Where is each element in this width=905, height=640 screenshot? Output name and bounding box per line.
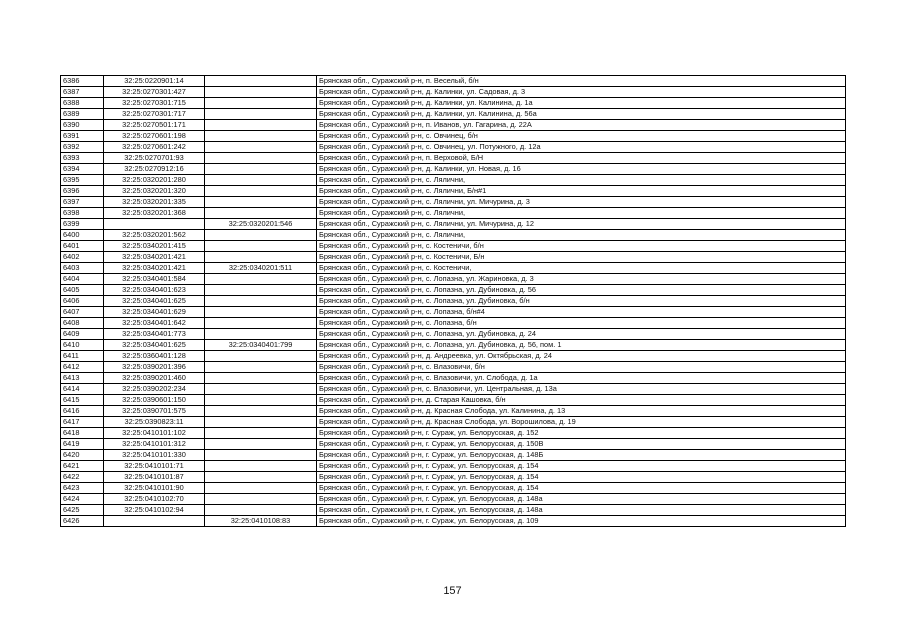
table-row [61,274,846,285]
table-row [61,494,846,505]
row-number-cell: 6418 [61,428,104,439]
row-number-cell: 6414 [61,384,104,395]
row-number-cell: 6395 [61,175,104,186]
cadastral-number-cell: 32:25:0270601:198 [104,131,205,142]
cadastral-number-cell: 32:25:0410102:94 [104,505,205,516]
linked-cadastral-number-cell [205,230,317,241]
address-cell: Брянская обл., Суражский р-н, с. Лопазна, ул. Дубиновка, д. 24 [317,329,846,340]
linked-cadastral-number-cell [205,153,317,164]
table-row [61,483,846,494]
row-number-cell: 6403 [61,263,104,274]
cadastral-number-cell: 32:25:0320201:320 [104,186,205,197]
cadastral-number-cell: 32:25:0220901:14 [104,76,205,87]
address-cell: Брянская обл., Суражский р-н, г. Сураж, ул. Белорусская, д. 154 [317,461,846,472]
cadastral-number-cell: 32:25:0390201:460 [104,373,205,384]
linked-cadastral-number-cell [205,461,317,472]
address-cell: Брянская обл., Суражский р-н, г. Сураж, ул. Белорусская, д. 109 [317,516,846,527]
table-row [61,87,846,98]
address-cell: Брянская обл., Суражский р-н, с. Лялични, [317,175,846,186]
cadastral-number-cell: 32:25:0340401:629 [104,307,205,318]
cadastral-number-cell: 32:25:0270501:171 [104,120,205,131]
address-cell: Брянская обл., Суражский р-н, д. Красная Слобода, ул. Калинина, д. 13 [317,406,846,417]
row-number-cell: 6397 [61,197,104,208]
table-row [61,461,846,472]
linked-cadastral-number-cell [205,505,317,516]
cadastral-number-cell: 32:25:0390201:396 [104,362,205,373]
address-cell: Брянская обл., Суражский р-н, с. Овчинец, б/н [317,131,846,142]
row-number-cell: 6419 [61,439,104,450]
linked-cadastral-number-cell [205,362,317,373]
address-cell: Брянская обл., Суражский р-н, с. Лопазна, ул. Дубиновка, б/н [317,296,846,307]
cadastral-number-cell: 32:25:0410101:330 [104,450,205,461]
linked-cadastral-number-cell [205,450,317,461]
linked-cadastral-number-cell [205,494,317,505]
row-number-cell: 6387 [61,87,104,98]
table-row [61,406,846,417]
table-row [61,329,846,340]
registry-table [60,75,846,527]
row-number-cell: 6407 [61,307,104,318]
linked-cadastral-number-cell [205,142,317,153]
linked-cadastral-number-cell [205,384,317,395]
linked-cadastral-number-cell [205,87,317,98]
linked-cadastral-number-cell [205,197,317,208]
table-row [61,384,846,395]
address-cell: Брянская обл., Суражский р-н, п. Веселый, б/н [317,76,846,87]
row-number-cell: 6413 [61,373,104,384]
table-row [61,219,846,230]
row-number-cell: 6393 [61,153,104,164]
table-row [61,98,846,109]
cadastral-number-cell: 32:25:0340201:415 [104,241,205,252]
linked-cadastral-number-cell [205,483,317,494]
cadastral-number-cell: 32:25:0340401:642 [104,318,205,329]
address-cell: Брянская обл., Суражский р-н, с. Костеничи, [317,263,846,274]
linked-cadastral-number-cell [205,274,317,285]
row-number-cell: 6402 [61,252,104,263]
row-number-cell: 6398 [61,208,104,219]
address-cell: Брянская обл., Суражский р-н, с. Костеничи, б/н [317,241,846,252]
row-number-cell: 6412 [61,362,104,373]
address-cell: Брянская обл., Суражский р-н, с. Лопазна, ул. Жариновка, д. 3 [317,274,846,285]
address-cell: Брянская обл., Суражский р-н, с. Костеничи, Б/н [317,252,846,263]
cadastral-number-cell: 32:25:0270301:427 [104,87,205,98]
table-row [61,120,846,131]
address-cell: Брянская обл., Суражский р-н, д. Калинки, ул. Калинина, д. 56а [317,109,846,120]
table-row [61,318,846,329]
table-row [61,131,846,142]
cadastral-number-cell: 32:25:0410101:312 [104,439,205,450]
address-cell: Брянская обл., Суражский р-н, с. Лопазна, б/н [317,318,846,329]
cadastral-number-cell: 32:25:0270601:242 [104,142,205,153]
address-cell: Брянская обл., Суражский р-н, с. Лялични, ул. Мичурина, д. 12 [317,219,846,230]
row-number-cell: 6406 [61,296,104,307]
address-cell: Брянская обл., Суражский р-н, с. Влазовичи, ул. Центральная, д. 13а [317,384,846,395]
row-number-cell: 6404 [61,274,104,285]
linked-cadastral-number-cell [205,307,317,318]
linked-cadastral-number-cell [205,406,317,417]
linked-cadastral-number-cell [205,439,317,450]
linked-cadastral-number-cell: 32:25:0320201:546 [205,219,317,230]
row-number-cell: 6417 [61,417,104,428]
row-number-cell: 6421 [61,461,104,472]
page-number: 157 [443,585,462,597]
address-cell: Брянская обл., Суражский р-н, с. Лопазна, б/н#4 [317,307,846,318]
table-row [61,472,846,483]
table-row [61,153,846,164]
cadastral-number-cell: 32:25:0390601:150 [104,395,205,406]
table-row [61,76,846,87]
address-cell: Брянская обл., Суражский р-н, г. Сураж, ул. Белорусская, д. 150В [317,439,846,450]
linked-cadastral-number-cell [205,395,317,406]
row-number-cell: 6425 [61,505,104,516]
linked-cadastral-number-cell [205,98,317,109]
table-row [61,175,846,186]
row-number-cell: 6411 [61,351,104,362]
linked-cadastral-number-cell [205,208,317,219]
address-cell: Брянская обл., Суражский р-н, г. Сураж, ул. Белорусская, д. 154 [317,472,846,483]
address-cell: Брянская обл., Суражский р-н, с. Лопазна, ул. Дубиновка, д. 56, пом. 1 [317,340,846,351]
table-row [61,241,846,252]
table-row [61,516,846,527]
row-number-cell: 6423 [61,483,104,494]
row-number-cell: 6396 [61,186,104,197]
linked-cadastral-number-cell [205,175,317,186]
linked-cadastral-number-cell [205,241,317,252]
linked-cadastral-number-cell [205,472,317,483]
address-cell: Брянская обл., Суражский р-н, г. Сураж, ул. Белорусская, д. 154 [317,483,846,494]
row-number-cell: 6394 [61,164,104,175]
table-row [61,208,846,219]
address-cell: Брянская обл., Суражский р-н, с. Влазовичи, б/н [317,362,846,373]
address-cell: Брянская обл., Суражский р-н, с. Лялични, Б/н#1 [317,186,846,197]
table-row [61,252,846,263]
linked-cadastral-number-cell [205,120,317,131]
linked-cadastral-number-cell: 32:25:0410108:83 [205,516,317,527]
table-row [61,109,846,120]
cadastral-number-cell: 32:25:0320201:368 [104,208,205,219]
address-cell: Брянская обл., Суражский р-н, с. Лялични, [317,208,846,219]
table-row [61,362,846,373]
table-row [61,263,846,274]
table-row [61,428,846,439]
linked-cadastral-number-cell [205,252,317,263]
linked-cadastral-number-cell [205,186,317,197]
cadastral-number-cell [104,219,205,230]
address-cell: Брянская обл., Суражский р-н, г. Сураж, ул. Белорусская, д. 152 [317,428,846,439]
table-row [61,296,846,307]
linked-cadastral-number-cell [205,164,317,175]
table-row [61,439,846,450]
linked-cadastral-number-cell [205,373,317,384]
linked-cadastral-number-cell [205,351,317,362]
cadastral-number-cell: 32:25:0410101:87 [104,472,205,483]
cadastral-number-cell: 32:25:0410101:71 [104,461,205,472]
cadastral-number-cell: 32:25:0320201:280 [104,175,205,186]
address-cell: Брянская обл., Суражский р-н, д. Калинки, ул. Садовая, д. 3 [317,87,846,98]
cadastral-number-cell: 32:25:0340401:584 [104,274,205,285]
cadastral-number-cell: 32:25:0390202:234 [104,384,205,395]
linked-cadastral-number-cell [205,109,317,120]
address-cell: Брянская обл., Суражский р-н, д. Калинки, ул. Калинина, д. 1а [317,98,846,109]
row-number-cell: 6426 [61,516,104,527]
linked-cadastral-number-cell [205,318,317,329]
row-number-cell: 6422 [61,472,104,483]
row-number-cell: 6399 [61,219,104,230]
row-number-cell: 6391 [61,131,104,142]
row-number-cell: 6409 [61,329,104,340]
row-number-cell: 6408 [61,318,104,329]
address-cell: Брянская обл., Суражский р-н, п. Иванов, ул. Гагарина, д. 22А [317,120,846,131]
table-row [61,197,846,208]
cadastral-number-cell: 32:25:0270701:93 [104,153,205,164]
table-row [61,505,846,516]
table-row [61,417,846,428]
address-cell: Брянская обл., Суражский р-н, д. Старая Кашовка, б/н [317,395,846,406]
table-row [61,340,846,351]
cadastral-number-cell: 32:25:0270301:717 [104,109,205,120]
cadastral-number-cell: 32:25:0340201:421 [104,252,205,263]
row-number-cell: 6392 [61,142,104,153]
cadastral-number-cell: 32:25:0340401:623 [104,285,205,296]
cadastral-number-cell [104,516,205,527]
table-row [61,373,846,384]
table-row [61,351,846,362]
address-cell: Брянская обл., Суражский р-н, д. Андреевка, ул. Октябрьская, д. 24 [317,351,846,362]
row-number-cell: 6389 [61,109,104,120]
linked-cadastral-number-cell [205,285,317,296]
cadastral-number-cell: 32:25:0320201:562 [104,230,205,241]
cadastral-number-cell: 32:25:0390823:11 [104,417,205,428]
table-row [61,230,846,241]
address-cell: Брянская обл., Суражский р-н, с. Влазовичи, ул. Слобода, д. 1а [317,373,846,384]
cadastral-number-cell: 32:25:0340401:625 [104,296,205,307]
linked-cadastral-number-cell [205,131,317,142]
address-cell: Брянская обл., Суражский р-н, д. Красная Слобода, ул. Ворошилова, д. 19 [317,417,846,428]
cadastral-number-cell: 32:25:0270912:16 [104,164,205,175]
cadastral-number-cell: 32:25:0340401:773 [104,329,205,340]
cadastral-number-cell: 32:25:0340201:421 [104,263,205,274]
table-row [61,142,846,153]
address-cell: Брянская обл., Суражский р-н, с. Лялични, ул. Мичурина, д. 3 [317,197,846,208]
cadastral-number-cell: 32:25:0410101:90 [104,483,205,494]
row-number-cell: 6416 [61,406,104,417]
linked-cadastral-number-cell [205,296,317,307]
linked-cadastral-number-cell [205,428,317,439]
address-cell: Брянская обл., Суражский р-н, с. Овчинец, ул. Потужного, д. 12а [317,142,846,153]
address-cell: Брянская обл., Суражский р-н, с. Лялични, [317,230,846,241]
cadastral-number-cell: 32:25:0390701:575 [104,406,205,417]
row-number-cell: 6405 [61,285,104,296]
address-cell: Брянская обл., Суражский р-н, с. Лопазна, ул. Дубиновка, д. 56 [317,285,846,296]
table-row [61,285,846,296]
address-cell: Брянская обл., Суражский р-н, г. Сураж, ул. Белорусская, д. 148а [317,505,846,516]
linked-cadastral-number-cell [205,329,317,340]
row-number-cell: 6400 [61,230,104,241]
row-number-cell: 6420 [61,450,104,461]
cadastral-number-cell: 32:25:0410102:70 [104,494,205,505]
table-row [61,186,846,197]
table-row [61,395,846,406]
linked-cadastral-number-cell: 32:25:0340201:511 [205,263,317,274]
address-cell: Брянская обл., Суражский р-н, п. Верховой, Б/Н [317,153,846,164]
table-row [61,450,846,461]
cadastral-number-cell: 32:25:0340401:625 [104,340,205,351]
linked-cadastral-number-cell: 32:25:0340401:799 [205,340,317,351]
row-number-cell: 6415 [61,395,104,406]
row-number-cell: 6386 [61,76,104,87]
registry-table-body [61,76,846,527]
cadastral-number-cell: 32:25:0270301:715 [104,98,205,109]
row-number-cell: 6410 [61,340,104,351]
row-number-cell: 6390 [61,120,104,131]
cadastral-number-cell: 32:25:0410101:102 [104,428,205,439]
table-row [61,307,846,318]
address-cell: Брянская обл., Суражский р-н, г. Сураж, ул. Белорусская, д. 148Б [317,450,846,461]
address-cell: Брянская обл., Суражский р-н, д. Калинки, ул. Новая, д. 16 [317,164,846,175]
cadastral-number-cell: 32:25:0360401:128 [104,351,205,362]
row-number-cell: 6401 [61,241,104,252]
row-number-cell: 6424 [61,494,104,505]
row-number-cell: 6388 [61,98,104,109]
address-cell: Брянская обл., Суражский р-н, г. Сураж, ул. Белорусская, д. 148а [317,494,846,505]
linked-cadastral-number-cell [205,76,317,87]
linked-cadastral-number-cell [205,417,317,428]
table-row [61,164,846,175]
cadastral-number-cell: 32:25:0320201:335 [104,197,205,208]
